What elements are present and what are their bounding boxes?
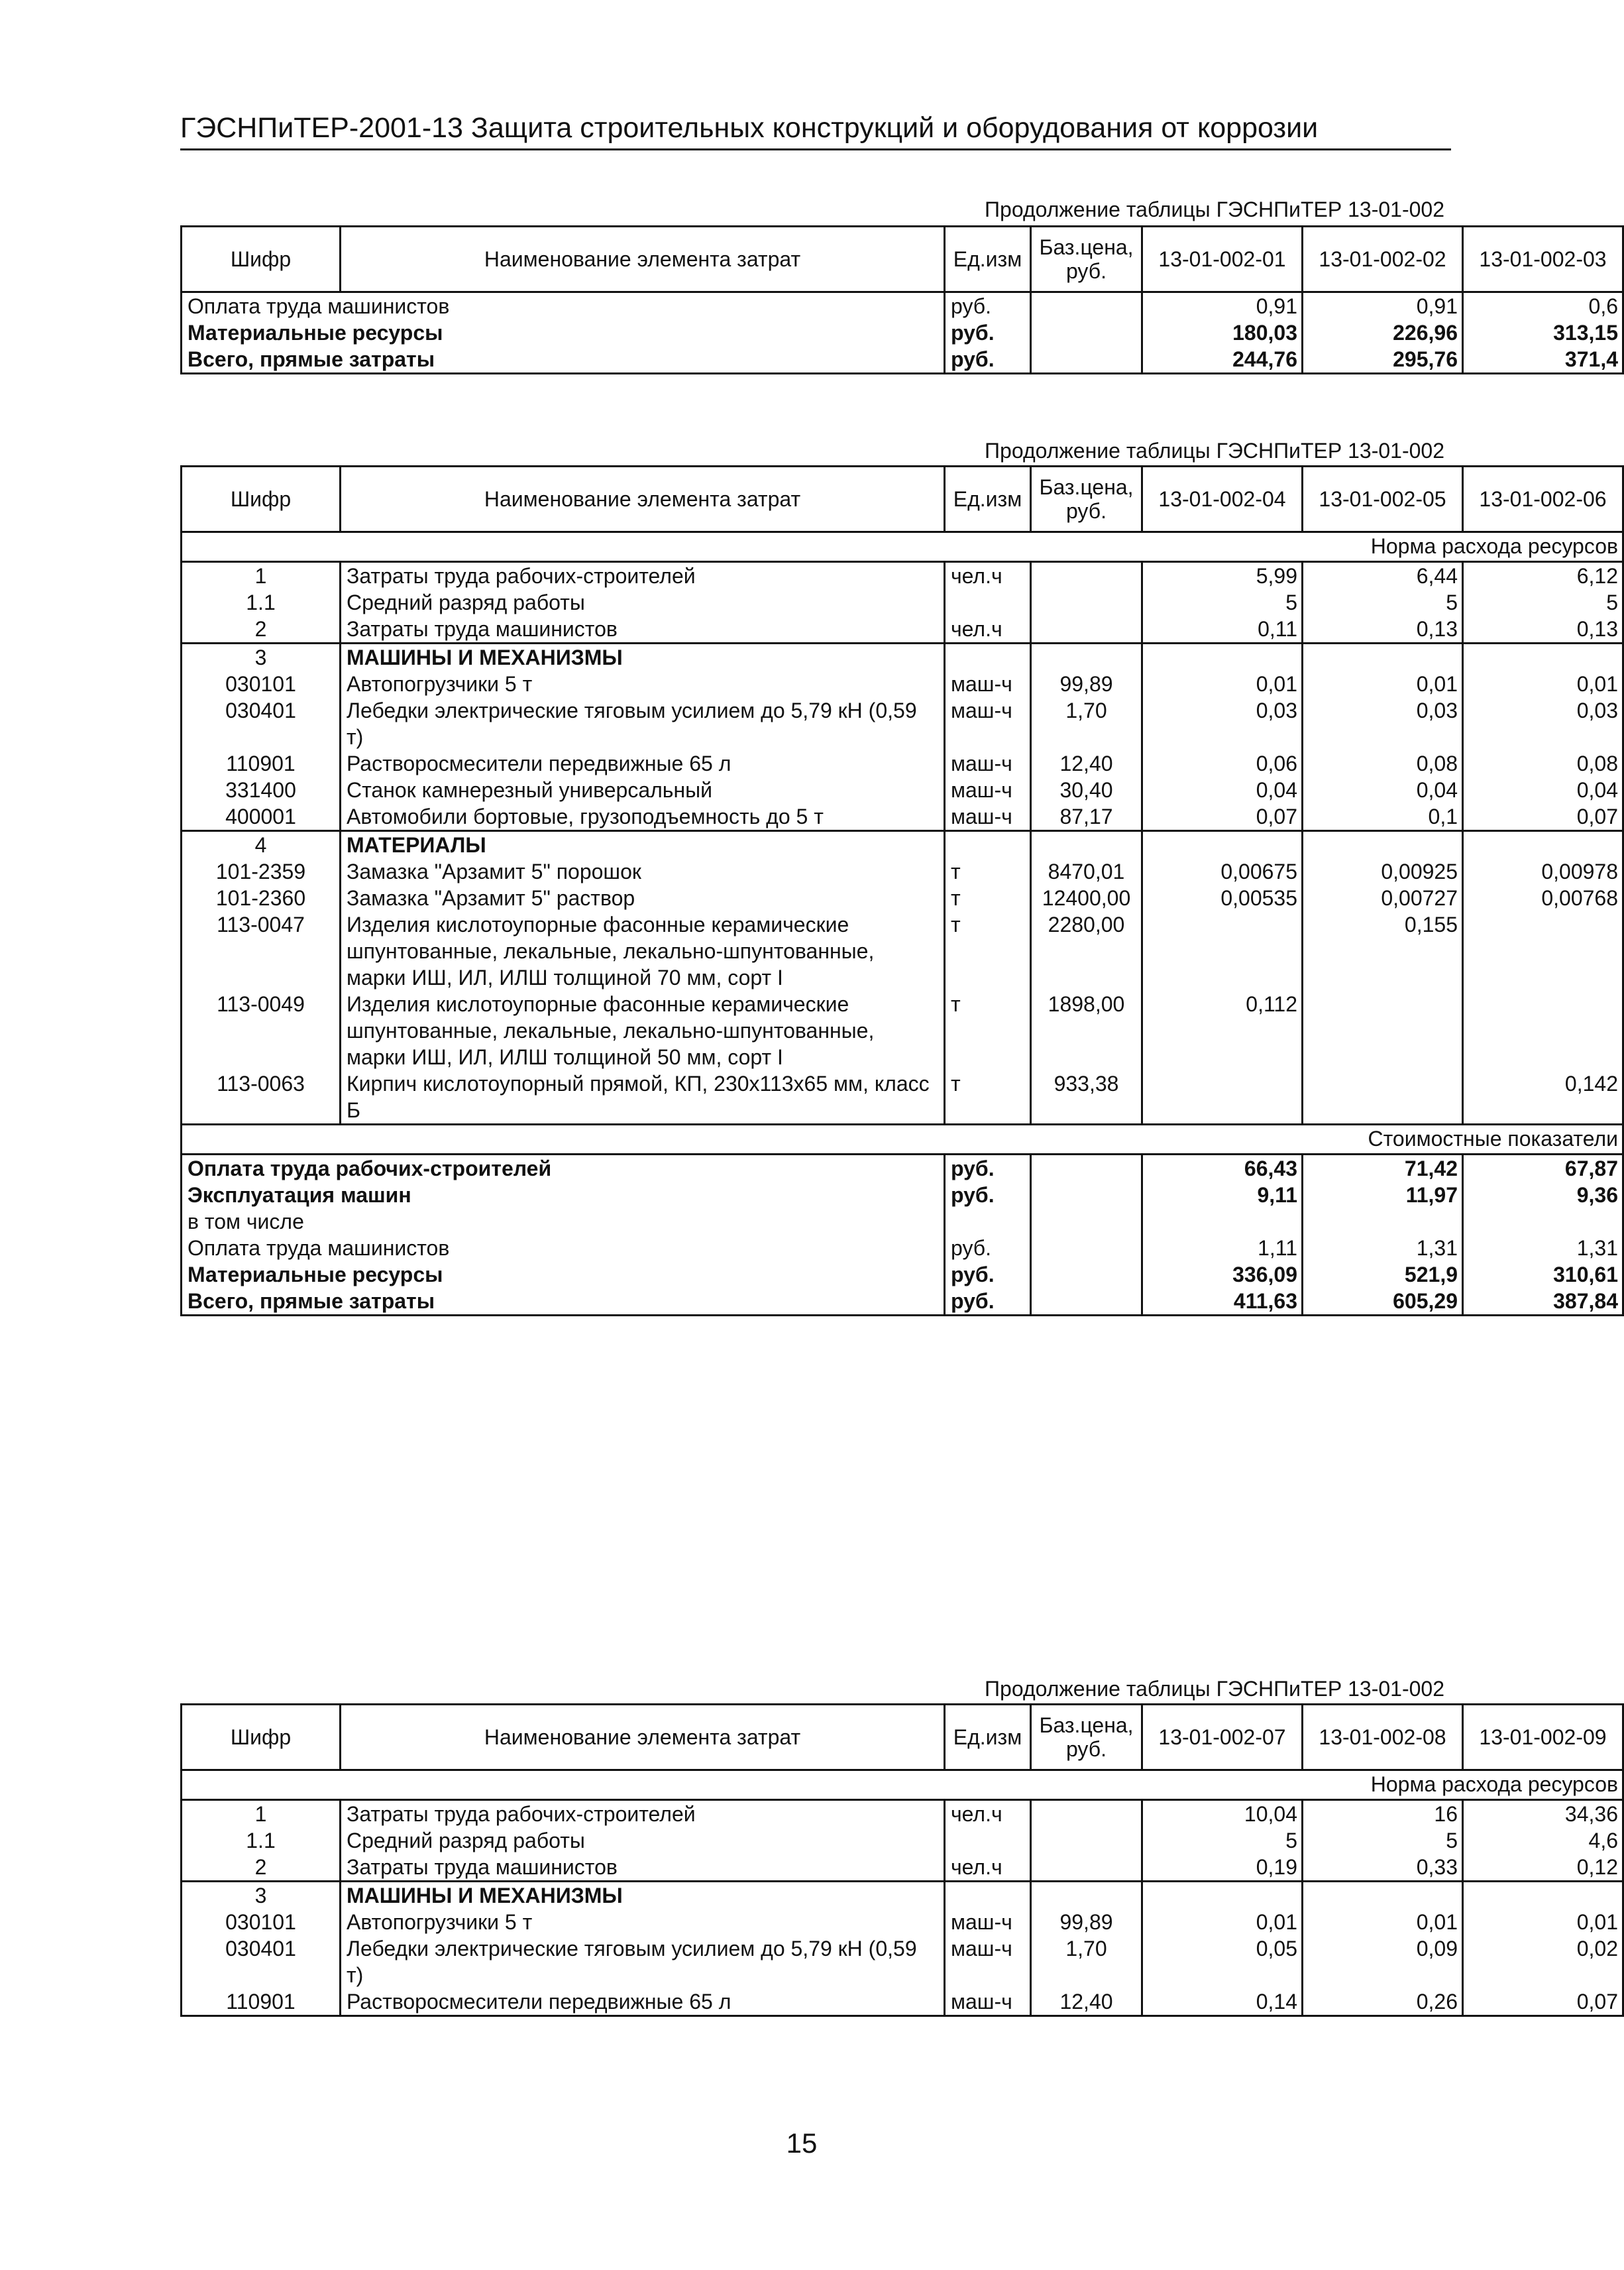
row-price: 1,70 [1031, 1935, 1142, 1988]
row-value: 5,99 [1142, 562, 1303, 590]
row-name: Средний разряд работы [341, 1827, 945, 1854]
row-name: Автопогрузчики 5 т [341, 671, 945, 697]
row-value [1463, 991, 1623, 1070]
row-value: 0,02 [1463, 1935, 1623, 1988]
row-code: 1.1 [182, 1827, 341, 1854]
row-name: Лебедки электрические тяговым усилием до 5,79 кН (0,59 т) [341, 1935, 945, 1988]
row-unit [945, 589, 1031, 616]
row-code: 331400 [182, 777, 341, 803]
table-row [182, 644, 1623, 671]
row-price [1031, 1882, 1142, 1909]
cost-row [182, 1182, 1623, 1208]
row-value: 0,05 [1142, 1935, 1303, 1988]
row-value: 0,11 [1142, 616, 1303, 644]
row-price [1031, 644, 1142, 671]
table-1 [180, 225, 1624, 374]
row-value: 16 [1303, 1800, 1463, 1828]
cost-name: Всего, прямые затраты [182, 1288, 945, 1316]
table-row [182, 1988, 1623, 2016]
table-row [182, 671, 1623, 697]
cost-row [182, 1235, 1623, 1261]
cost-value: 521,9 [1303, 1261, 1463, 1288]
row-unit [945, 644, 1031, 671]
row-value: 4,6 [1463, 1827, 1623, 1854]
row-value: 5 [1303, 589, 1463, 616]
row-value [1463, 911, 1623, 991]
row-value: 0,03 [1463, 697, 1623, 750]
row-unit: т [945, 858, 1031, 885]
row-name: Замазка "Арзамит 5" порошок [341, 858, 945, 885]
row-value: 0,07 [1142, 803, 1303, 831]
row-value: 0,01 [1303, 1909, 1463, 1935]
row-unit: маш-ч [945, 671, 1031, 697]
row-code: 4 [182, 831, 341, 859]
cost-unit [945, 1208, 1031, 1235]
row-name: Затраты труда машинистов [341, 616, 945, 644]
row-value: 0,00768 [1463, 885, 1623, 911]
cost-value: 9,11 [1142, 1182, 1303, 1208]
row-unit [945, 1882, 1031, 1909]
row-value [1303, 831, 1463, 859]
cost-value: 1,31 [1303, 1235, 1463, 1261]
row-value: 0,07 [1463, 803, 1623, 831]
table-row [182, 991, 1623, 1070]
row-value: 0,09 [1303, 1935, 1463, 1988]
row-value: 0,00727 [1303, 885, 1463, 911]
row-value: 0,112 [1142, 991, 1303, 1070]
row-value [1463, 644, 1623, 671]
table-row [182, 803, 1623, 831]
row-value: 0,33 [1303, 1854, 1463, 1882]
row-value: 0,04 [1142, 777, 1303, 803]
table-row [182, 777, 1623, 803]
cost-value [1142, 1208, 1303, 1235]
row-name: Затраты труда рабочих-строителей [341, 1800, 945, 1828]
row-price: 30,40 [1031, 777, 1142, 803]
row-code: 113-0049 [182, 991, 341, 1070]
table-row [182, 831, 1623, 859]
col-header-code-9: 13-01-002-09 [1463, 1705, 1623, 1770]
row-price [1031, 562, 1142, 590]
row-name: Кирпич кислотоупорный прямой, КП, 230x113x65 мм, класс Б [341, 1070, 945, 1125]
row-code: 2 [182, 1854, 341, 1882]
row-value [1142, 1070, 1303, 1125]
row-value: 0,01 [1463, 671, 1623, 697]
row-code: 030101 [182, 671, 341, 697]
row-name: Средний разряд работы [341, 589, 945, 616]
col-header-name: Наименование элемента затрат [341, 227, 945, 292]
row-unit: чел.ч [945, 616, 1031, 644]
col-header-code-7: 13-01-002-07 [1142, 1705, 1303, 1770]
row-unit: т [945, 991, 1031, 1070]
row-code: 3 [182, 1882, 341, 1909]
cost-value: 411,63 [1142, 1288, 1303, 1316]
row-value: 0,1 [1303, 803, 1463, 831]
row-code: 1 [182, 562, 341, 590]
row-name: Автомобили бортовые, грузоподъемность до 5 т [341, 803, 945, 831]
table-row [182, 1882, 1623, 1909]
norm-label: Норма расхода ресурсов [182, 532, 1623, 562]
table-row [182, 616, 1623, 644]
col-header-code-4: 13-01-002-04 [1142, 467, 1303, 532]
table-row [182, 858, 1623, 885]
page-header: ГЭСНПиТЕР-2001-13 Защита строительных конструкций и оборудования от коррозии [180, 107, 1451, 150]
col-header-name: Наименование элемента затрат [341, 467, 945, 532]
row-value: 0,13 [1463, 616, 1623, 644]
table-row [182, 911, 1623, 991]
row-price [1031, 616, 1142, 644]
table-row [182, 1827, 1623, 1854]
row-code: 400001 [182, 803, 341, 831]
row-name: Изделия кислотоупорные фасонные керамические шпунтованные, лекальные, лекально-шпунтованные, марки ИШ, ИЛ, ИЛШ толщиной 70 мм, сорт I [341, 911, 945, 991]
row-price: 1898,00 [1031, 991, 1142, 1070]
row-value: 0,19 [1142, 1854, 1303, 1882]
row-price: 99,89 [1031, 1909, 1142, 1935]
cost-value: 9,36 [1463, 1182, 1623, 1208]
row-price: 12,40 [1031, 1988, 1142, 2016]
table-3-caption: Продолжение таблицы ГЭСНПиТЕР 13-01-002 [985, 1677, 1444, 1701]
row-code: 101-2360 [182, 885, 341, 911]
cost-value: 605,29 [1303, 1288, 1463, 1316]
col-header-code-5: 13-01-002-05 [1303, 467, 1463, 532]
row-price: 12400,00 [1031, 885, 1142, 911]
table-2-caption: Продолжение таблицы ГЭСНПиТЕР 13-01-002 [985, 439, 1444, 463]
row-value: 0,08 [1303, 750, 1463, 777]
table-row [182, 885, 1623, 911]
row-name: Растворосмесители передвижные 65 л [341, 750, 945, 777]
row-code: 101-2359 [182, 858, 341, 885]
row-unit: маш-ч [945, 777, 1031, 803]
row-code: 1 [182, 1800, 341, 1828]
row-unit: т [945, 1070, 1031, 1125]
table-row [182, 1935, 1623, 1988]
row-code: 113-0063 [182, 1070, 341, 1125]
cost-row [182, 1155, 1623, 1182]
row-value: 0,08 [1463, 750, 1623, 777]
row-unit: чел.ч [945, 1800, 1031, 1828]
cost-row [182, 1208, 1623, 1235]
col-header-unit: Ед.изм [945, 1705, 1031, 1770]
row-value: 0,00535 [1142, 885, 1303, 911]
cost-name: в том числе [182, 1208, 945, 1235]
row-value: 0,07 [1463, 1988, 1623, 2016]
table-row [182, 1854, 1623, 1882]
row-value: 0,01 [1142, 671, 1303, 697]
col-header-unit: Ед.изм [945, 227, 1031, 292]
row-value: 0,142 [1463, 1070, 1623, 1125]
row-price: 2280,00 [1031, 911, 1142, 991]
row-value: 5 [1463, 589, 1623, 616]
row-unit [945, 831, 1031, 859]
row-price [1031, 1800, 1142, 1828]
row-unit [945, 1827, 1031, 1854]
col-header-code-1: 13-01-002-01 [1142, 227, 1303, 292]
cost-value [1303, 1208, 1463, 1235]
col-header-code: Шифр [182, 227, 341, 292]
row-value [1463, 1882, 1623, 1909]
cost-value: 11,97 [1303, 1182, 1463, 1208]
row-price [1031, 1854, 1142, 1882]
row-value [1463, 831, 1623, 859]
cost-row: Материальные ресурсы руб. 180,03 226,96 313,15 [182, 319, 1623, 346]
row-value: 0,26 [1303, 1988, 1463, 2016]
row-code: 3 [182, 644, 341, 671]
col-header-code: Шифр [182, 467, 341, 532]
row-code: 113-0047 [182, 911, 341, 991]
row-code: 030101 [182, 1909, 341, 1935]
row-price [1031, 589, 1142, 616]
cost-name: Эксплуатация машин [182, 1182, 945, 1208]
cost-row: Всего, прямые затраты руб. 244,76 295,76 371,4 [182, 346, 1623, 374]
row-value [1303, 1070, 1463, 1125]
table-row [182, 589, 1623, 616]
row-code: 030401 [182, 1935, 341, 1988]
cost-value: 336,09 [1142, 1261, 1303, 1288]
row-value [1303, 644, 1463, 671]
row-code: 1.1 [182, 589, 341, 616]
cost-value: 67,87 [1463, 1155, 1623, 1182]
cost-value: 1,31 [1463, 1235, 1623, 1261]
row-name: Замазка "Арзамит 5" раствор [341, 885, 945, 911]
row-value: 0,14 [1142, 1988, 1303, 2016]
row-value: 0,01 [1463, 1909, 1623, 1935]
row-value: 6,12 [1463, 562, 1623, 590]
cost-value: 66,43 [1142, 1155, 1303, 1182]
row-unit: т [945, 911, 1031, 991]
row-value: 0,01 [1303, 671, 1463, 697]
cost-name: Материальные ресурсы [182, 1261, 945, 1288]
col-header-code-6: 13-01-002-06 [1463, 467, 1623, 532]
table-row [182, 750, 1623, 777]
row-price [1031, 831, 1142, 859]
row-value: 10,04 [1142, 1800, 1303, 1828]
col-header-unit: Ед.изм [945, 467, 1031, 532]
row-value [1142, 1882, 1303, 1909]
table-1-caption: Продолжение таблицы ГЭСНПиТЕР 13-01-002 [985, 198, 1444, 221]
row-name: Изделия кислотоупорные фасонные керамические шпунтованные, лекальные, лекально-шпунтованные, марки ИШ, ИЛ, ИЛШ толщиной 50 мм, сорт I [341, 991, 945, 1070]
row-value: 0,03 [1303, 697, 1463, 750]
cost-row: Оплата труда машинистов руб. 0,91 0,91 0,6 [182, 292, 1623, 320]
row-value: 5 [1142, 589, 1303, 616]
col-header-price: Баз.цена, руб. [1031, 467, 1142, 532]
row-code: 030401 [182, 697, 341, 750]
row-unit: маш-ч [945, 1909, 1031, 1935]
row-unit: маш-ч [945, 803, 1031, 831]
row-value: 0,01 [1142, 1909, 1303, 1935]
cost-value [1463, 1208, 1623, 1235]
cost-unit: руб. [945, 1182, 1031, 1208]
row-value: 0,04 [1303, 777, 1463, 803]
col-header-code-3: 13-01-002-03 [1463, 227, 1623, 292]
table-row [182, 697, 1623, 750]
cost-value: 1,11 [1142, 1235, 1303, 1261]
row-price: 8470,01 [1031, 858, 1142, 885]
norm-label: Норма расхода ресурсов [182, 1770, 1623, 1800]
row-value: 0,00978 [1463, 858, 1623, 885]
row-name: Лебедки электрические тяговым усилием до 5,79 кН (0,59 т) [341, 697, 945, 750]
row-value: 0,03 [1142, 697, 1303, 750]
row-price: 87,17 [1031, 803, 1142, 831]
row-price: 1,70 [1031, 697, 1142, 750]
cost-value: 387,84 [1463, 1288, 1623, 1316]
row-name: Затраты труда рабочих-строителей [341, 562, 945, 590]
row-name: Затраты труда машинистов [341, 1854, 945, 1882]
row-value [1142, 911, 1303, 991]
col-header-code-8: 13-01-002-08 [1303, 1705, 1463, 1770]
row-price: 933,38 [1031, 1070, 1142, 1125]
row-value: 0,12 [1463, 1854, 1623, 1882]
cost-name: Оплата труда рабочих-строителей [182, 1155, 945, 1182]
col-header-code-2: 13-01-002-02 [1303, 227, 1463, 292]
row-name: Автопогрузчики 5 т [341, 1909, 945, 1935]
row-unit: маш-ч [945, 1935, 1031, 1988]
row-value: 34,36 [1463, 1800, 1623, 1828]
page-number: 15 [786, 2128, 818, 2159]
table-3 [180, 1703, 1624, 2017]
cost-value: 310,61 [1463, 1261, 1623, 1288]
row-name: Станок камнерезный универсальный [341, 777, 945, 803]
row-value: 0,04 [1463, 777, 1623, 803]
row-unit: маш-ч [945, 697, 1031, 750]
row-value [1142, 644, 1303, 671]
row-unit: маш-ч [945, 750, 1031, 777]
row-value: 0,06 [1142, 750, 1303, 777]
row-value: 0,00925 [1303, 858, 1463, 885]
cost-unit: руб. [945, 1261, 1031, 1288]
cost-value: 71,42 [1303, 1155, 1463, 1182]
row-name: МАШИНЫ И МЕХАНИЗМЫ [341, 644, 945, 671]
row-code: 110901 [182, 1988, 341, 2016]
row-value: 0,13 [1303, 616, 1463, 644]
row-value: 6,44 [1303, 562, 1463, 590]
row-value: 0,155 [1303, 911, 1463, 991]
row-price [1031, 1827, 1142, 1854]
cost-row [182, 1288, 1623, 1316]
col-header-name: Наименование элемента затрат [341, 1705, 945, 1770]
table-row [182, 1909, 1623, 1935]
row-name: МАТЕРИАЛЫ [341, 831, 945, 859]
table-row [182, 562, 1623, 590]
cost-row [182, 1261, 1623, 1288]
row-value [1303, 991, 1463, 1070]
cost-label: Стоимостные показатели [182, 1125, 1623, 1155]
row-price: 12,40 [1031, 750, 1142, 777]
cost-unit: руб. [945, 1155, 1031, 1182]
row-value: 0,00675 [1142, 858, 1303, 885]
table-row [182, 1070, 1623, 1125]
row-price: 99,89 [1031, 671, 1142, 697]
row-value: 5 [1303, 1827, 1463, 1854]
cost-name: Оплата труда машинистов [182, 1235, 945, 1261]
row-unit: чел.ч [945, 1854, 1031, 1882]
row-code: 2 [182, 616, 341, 644]
col-header-price: Баз.цена, руб. [1031, 227, 1142, 292]
row-name: Растворосмесители передвижные 65 л [341, 1988, 945, 2016]
cost-unit: руб. [945, 1235, 1031, 1261]
row-value [1142, 831, 1303, 859]
row-code: 110901 [182, 750, 341, 777]
row-value [1303, 1882, 1463, 1909]
row-unit: т [945, 885, 1031, 911]
col-header-price: Баз.цена, руб. [1031, 1705, 1142, 1770]
row-value: 5 [1142, 1827, 1303, 1854]
col-header-code: Шифр [182, 1705, 341, 1770]
table-row [182, 1800, 1623, 1828]
cost-unit: руб. [945, 1288, 1031, 1316]
table-2 [180, 465, 1624, 1316]
row-name: МАШИНЫ И МЕХАНИЗМЫ [341, 1882, 945, 1909]
row-unit: чел.ч [945, 562, 1031, 590]
row-unit: маш-ч [945, 1988, 1031, 2016]
